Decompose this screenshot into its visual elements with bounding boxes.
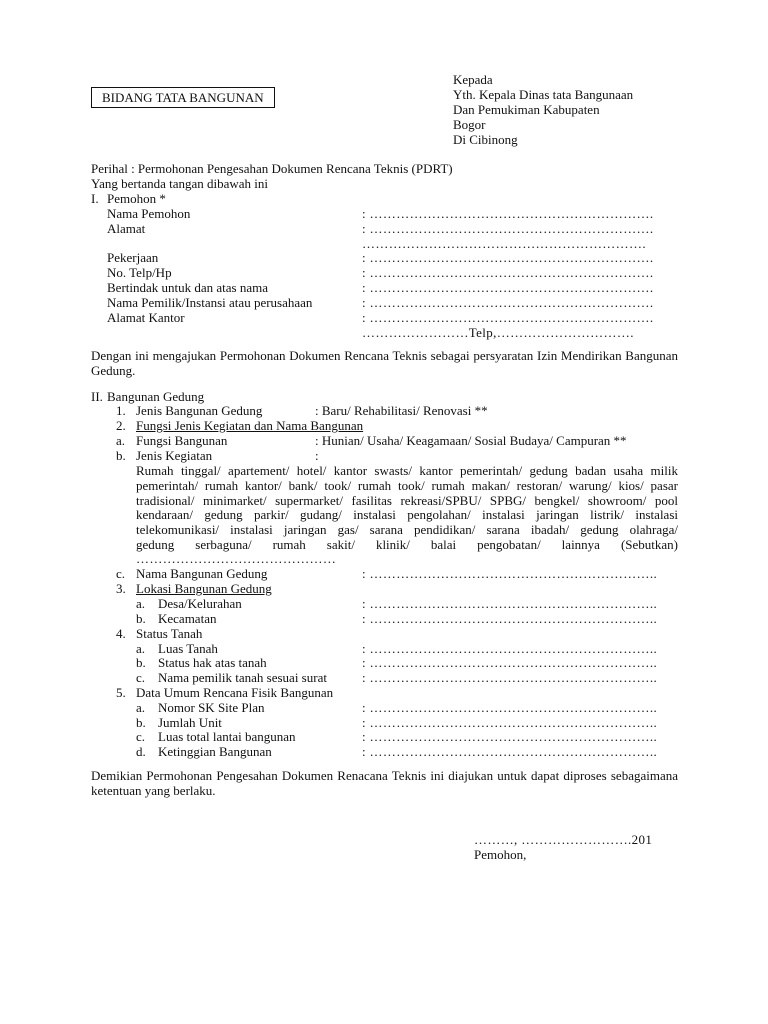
building-function-options[interactable]: : Hunian/ Usaha/ Keagamaan/ Sosial Budaya/ Campuran ** [315,433,627,448]
activity-options-line: gedung serbaguna/ rumah sakit/ klinik/ balai pengobatan/ lainnya (Sebutkan) [136,537,678,552]
signature-role: Pemohon, [474,847,527,862]
item-label: Jenis Bangunan Gedung [136,403,263,418]
item-label: Status hak atas tanah [158,655,267,670]
item-label: Nomor SK Site Plan [158,700,265,715]
field-label: Nama Pemilik/Instansi atau perusahaan [107,295,313,310]
activity-options-line: kendaraan/ gedung parkir/ gudang/ instalasi pengolahan/ instalasi jaringan listrik/ instalasi [136,507,678,522]
item-letter: b. [136,715,146,730]
item-label: Nama Bangunan Gedung [136,566,268,581]
colon: : [315,448,319,463]
occupation-field[interactable]: : ………………………………………………………. [362,250,654,265]
recipient-line: Dan Pemukiman Kabupaten [453,102,600,117]
undersigned-line: Yang bertanda tangan dibawah ini [91,176,269,191]
item-letter: a. [136,641,146,656]
section-title: Pemohon * [107,191,166,206]
field-label: Bertindak untuk dan atas nama [107,280,269,295]
unit-count-field[interactable]: : ……………………………………………………….. [362,715,658,730]
recipient-line: Di Cibinong [453,132,518,147]
item-label: Kecamatan [158,611,217,626]
field-label: No. Telp/Hp [107,265,172,280]
floor-area-field[interactable]: : ……………………………………………………….. [362,729,658,744]
item-letter: b. [136,611,146,626]
applicant-name-field[interactable]: : ………………………………………………………. [362,206,654,221]
building-height-field[interactable]: : ……………………………………………………….. [362,744,658,759]
item-label: Ketinggian Bangunan [158,744,272,759]
item-label: Fungsi Bangunan [136,433,228,448]
activity-options-line: tradisional/ minimarket/ supermarket/ fasilitas rekreasi/SPBU/ SPBG/ bengkel/ showroom/ pool [136,493,678,508]
item-heading: Fungsi Jenis Kegiatan dan Nama Bangunan [136,418,364,433]
item-letter: a. [136,596,146,611]
building-name-field[interactable]: : ……………………………………………………….. [362,566,658,581]
address-field[interactable]: : ………………………………………………………. [362,221,654,236]
district-field[interactable]: : ……………………………………………………….. [362,611,658,626]
item-number: 4. [116,626,126,641]
section-number: II. [91,389,103,404]
item-label: Jumlah Unit [158,715,222,730]
owner-institution-field[interactable]: : ………………………………………………………. [362,295,654,310]
item-letter: a. [116,433,126,448]
item-label: Jenis Kegiatan [136,448,213,463]
item-label: Desa/Kelurahan [158,596,242,611]
office-phone-field[interactable]: ……………………Telp,…………………………. [362,325,634,340]
land-owner-field[interactable]: : ……………………………………………………….. [362,670,658,685]
item-letter: c. [136,729,146,744]
address-field-continuation[interactable]: ………………………………………………………. [362,236,646,251]
item-heading: Data Umum Rencana Fisik Bangunan [136,685,334,700]
item-letter: d. [136,744,146,759]
building-type-options[interactable]: : Baru/ Rehabilitasi/ Renovasi ** [315,403,488,418]
on-behalf-field[interactable]: : ………………………………………………………. [362,280,654,295]
subject-line: Perihal : Permohonan Pengesahan Dokumen Rencana Teknis (PDRT) [91,161,453,176]
item-letter: c. [116,566,126,581]
field-label: Alamat [107,221,146,236]
item-number: 3. [116,581,126,596]
phone-field[interactable]: : ………………………………………………………. [362,265,654,280]
office-address-field[interactable]: : ………………………………………………………. [362,310,654,325]
item-letter: b. [136,655,146,670]
site-plan-number-field[interactable]: : ……………………………………………………….. [362,700,658,715]
field-label: Nama Pemohon [107,206,191,221]
village-field[interactable]: : ……………………………………………………….. [362,596,658,611]
item-letter: c. [136,670,146,685]
recipient-line: Bogor [453,117,486,132]
closing-statement: Demikian Permohonan Pengesahan Dokumen Renacana Teknis ini diajukan untuk dapat diproses sebagaimana ketentuan yang berlaku. [91,768,678,798]
recipient-line: Kepada [453,72,493,87]
item-heading: Status Tanah [136,626,203,641]
item-letter: b. [116,448,126,463]
other-activity-field[interactable]: ……………………………………… [136,551,337,566]
activity-options-line: pemerintah/ rumah kantor/ bank/ took/ rumah took/ rumah makan/ restoran/ warung/ kios/ pasar [136,478,678,493]
item-label: Nama pemilik tanah sesuai surat [158,670,327,685]
item-number: 5. [116,685,126,700]
section-number: I. [91,191,99,206]
department-label: BIDANG TATA BANGUNAN [102,90,264,105]
item-number: 1. [116,403,126,418]
item-number: 2. [116,418,126,433]
activity-options-line: telekomunikasi/ instalasi jaringan gas/ sarana pendidikan/ sarana ibadah/ gedung olahraga/ [136,522,678,537]
item-label: Luas total lantai bangunan [158,729,296,744]
land-area-field[interactable]: : ……………………………………………………….. [362,641,658,656]
recipient-line: Yth. Kepala Dinas tata Bangunaan [453,87,634,102]
item-heading: Lokasi Bangunan Gedung [136,581,272,596]
application-statement: Dengan ini mengajukan Permohonan Dokumen Rencana Teknis sebagai persyaratan Izin Mendirikan Bangunan Gedung. [91,348,678,378]
land-rights-field[interactable]: : ……………………………………………………….. [362,655,658,670]
activity-options-line: Rumah tinggal/ apartement/ hotel/ kantor swasts/ kantor pemerintah/ gedung badan usaha milik [136,463,678,478]
department-box [91,87,275,108]
section-title: Bangunan Gedung [107,389,205,404]
field-label: Pekerjaan [107,250,159,265]
item-letter: a. [136,700,146,715]
place-date-field[interactable]: ………, …………………….201 [474,832,653,847]
item-label: Luas Tanah [158,641,218,656]
field-label: Alamat Kantor [107,310,185,325]
